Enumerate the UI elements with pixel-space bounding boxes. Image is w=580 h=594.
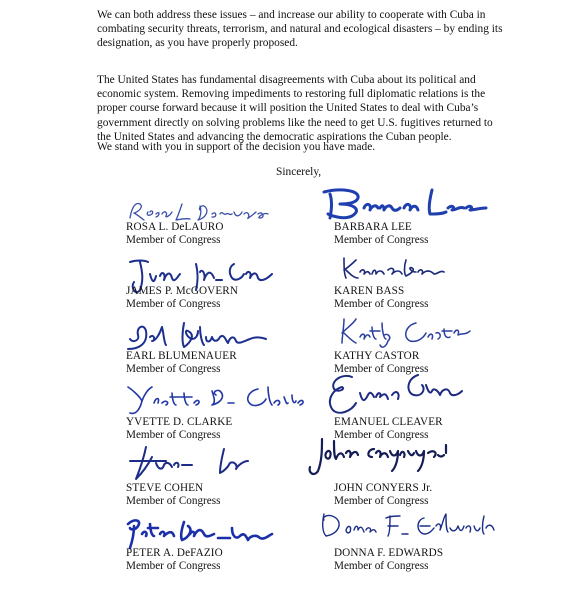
signatory-title: Member of Congress [334,234,429,246]
signature-block-edwards [334,524,534,594]
handwritten-signature [126,319,286,353]
letter-paragraph-1: We can both address these issues – and increase our ability to cooperate with Cuba in combating security threats, terrorism, and natural and ecological disasters – by ending its designation, as you have properly proposed. [97,9,503,50]
letter-paragraph-2: The United States has fundamental disagreements with Cuba about its political and economic system. Removing impediments to restoring full diplomatic relations is the proper course forward because it will position the United States to deal with Cuba’s government directly on solving problems like the need to get U.S. fugitives returned to the United States and advancing the democratic aspirations the Cuban people. [97,74,493,143]
signatory-title: Member of Congress [126,234,221,246]
handwritten-signature [322,371,482,419]
signatory-name: DONNA F. EDWARDS [334,547,444,559]
letter-paragraph-3: We stand with you in support of the decision you have made. [97,141,376,153]
signatory-title: Member of Congress [334,429,429,441]
signatory-title: Member of Congress [334,560,429,572]
signatory-name: KATHY CASTOR [334,350,420,362]
signatory-title: Member of Congress [126,495,221,507]
handwritten-signature [126,514,286,548]
closing-salutation: Sincerely, [276,166,322,178]
signatory-name: STEVE COHEN [126,482,204,494]
handwritten-signature [320,186,490,222]
signatory-name: EMANUEL CLEAVER [334,416,443,428]
handwritten-signature [340,256,500,286]
handwritten-signature [126,381,306,415]
handwritten-signature [316,510,506,544]
signatory-title: Member of Congress [334,363,429,375]
signatory-title: Member of Congress [126,429,221,441]
signatory-name: KAREN BASS [334,285,405,297]
handwritten-signature [338,315,498,349]
signatory-name: YVETTE D. CLARKE [126,416,233,428]
signatory-name: PETER A. DeFAZIO [126,547,223,559]
signatory-title: Member of Congress [334,495,429,507]
signatory-name: ROSA L. DeLAURO [126,221,224,233]
signature-block-defazio [126,524,326,594]
handwritten-signature [304,435,494,479]
signatory-name: JAMES P. McGOVERN [126,285,239,297]
signatory-name: EARL BLUMENAUER [126,350,237,362]
handwritten-signature [126,443,286,483]
signatory-name: BARBARA LEE [334,221,412,233]
signatory-title: Member of Congress [126,363,221,375]
signatory-title: Member of Congress [126,298,221,310]
signatory-name: JOHN CONYERS Jr. [334,482,433,494]
signatory-title: Member of Congress [334,298,429,310]
signatory-title: Member of Congress [126,560,221,572]
